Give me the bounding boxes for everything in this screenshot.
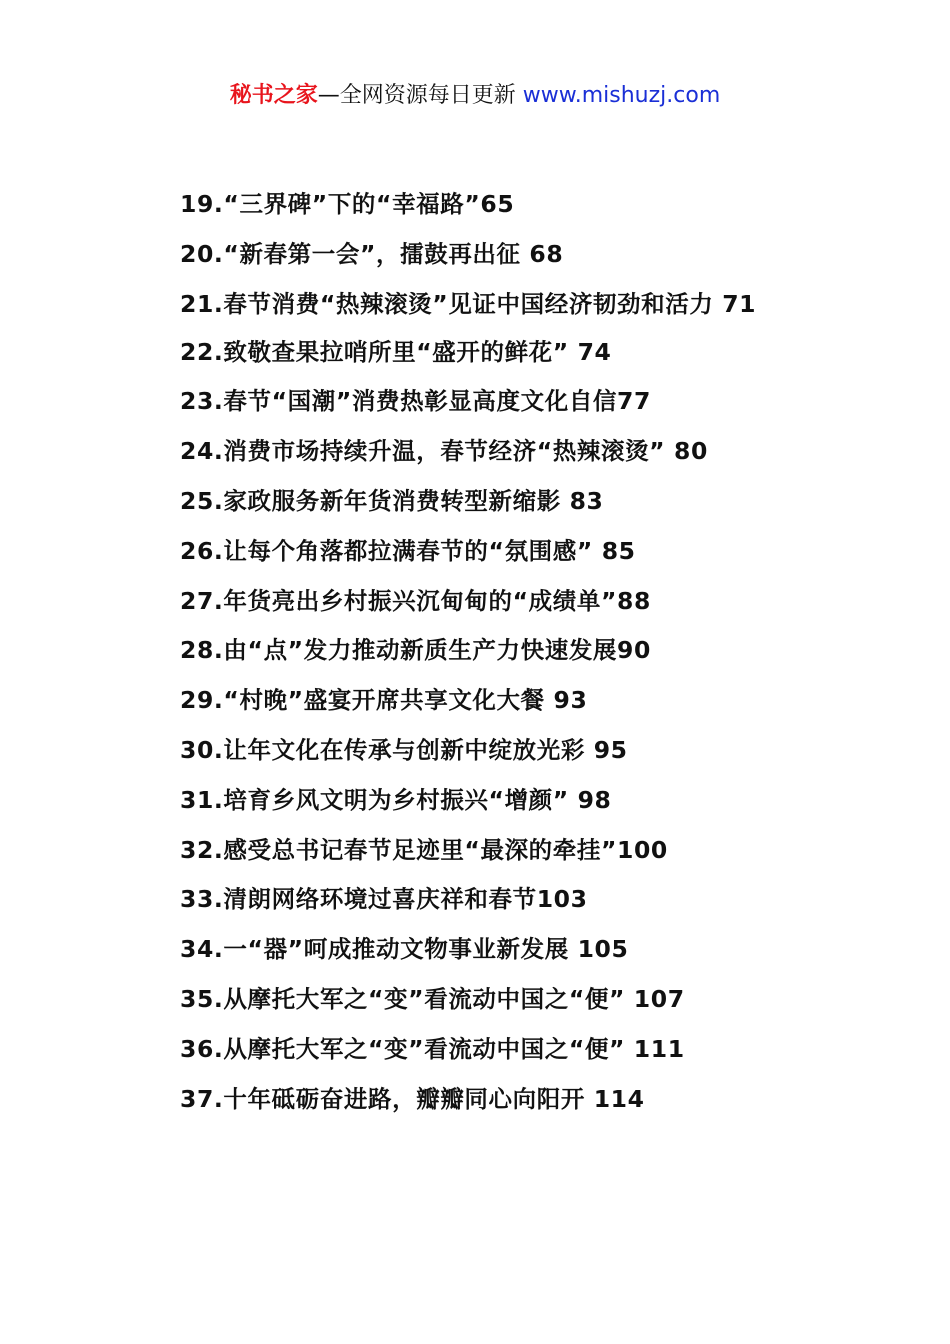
page-header [0,80,950,112]
toc-entry: 34.一“器”呵成推动文物事业新发展 105 [180,935,629,964]
toc-entry: 29.“村晚”盛宴开席共享文化大餐 93 [180,686,588,715]
toc-entry: 24.消费市场持续升温，春节经济“热辣滚烫” 80 [180,437,708,466]
toc-entry: 27.年货亮出乡村振兴沉甸甸的“成绩单”88 [180,586,651,615]
toc-entry: 20.“新春第一会”，擂鼓再出征 68 [180,239,564,268]
toc-entry: 22.致敬查果拉哨所里“盛开的鲜花” 74 [180,337,612,366]
brand-name: 秘书之家 [229,83,318,108]
toc-entry: 37.十年砥砺奋进路，瓣瓣同心向阳开 114 [180,1084,645,1113]
toc-entry: 23.春节“国潮”消费热彰显高度文化自信77 [180,387,651,416]
toc-entry: 28.由“点”发力推动新质生产力快速发展90 [180,636,651,665]
toc-entry: 32.感受总书记春节足迹里“最深的牵挂”100 [180,835,668,864]
toc-entry: 33.清朗网络环境过喜庆祥和春节103 [180,885,588,914]
toc-entry: 19.“三界碑”下的“幸福路”65 [180,190,515,218]
website-link[interactable]: www.mishuzj.com [522,83,721,108]
toc-entry: 35.从摩托大军之“变”看流动中国之“便” 107 [180,984,685,1013]
toc-entry: 30.让年文化在传承与创新中绽放光彩 95 [180,735,628,764]
toc-entry: 31.培育乡风文明为乡村振兴“增颜” 98 [180,785,612,814]
toc-entry: 21.春节消费“热辣滚烫”见证中国经济韧劲和活力 71 [180,289,757,318]
table-of-contents [162,180,842,1124]
toc-entry: 26.让每个角落都拉满春节的“氛围感” 85 [180,536,636,565]
toc-entry: 25.家政服务新年货消费转型新缩影 83 [180,486,604,515]
header-tagline: —全网资源每日更新 [317,83,516,108]
toc-entry: 36.从摩托大军之“变”看流动中国之“便” 111 [180,1034,685,1063]
